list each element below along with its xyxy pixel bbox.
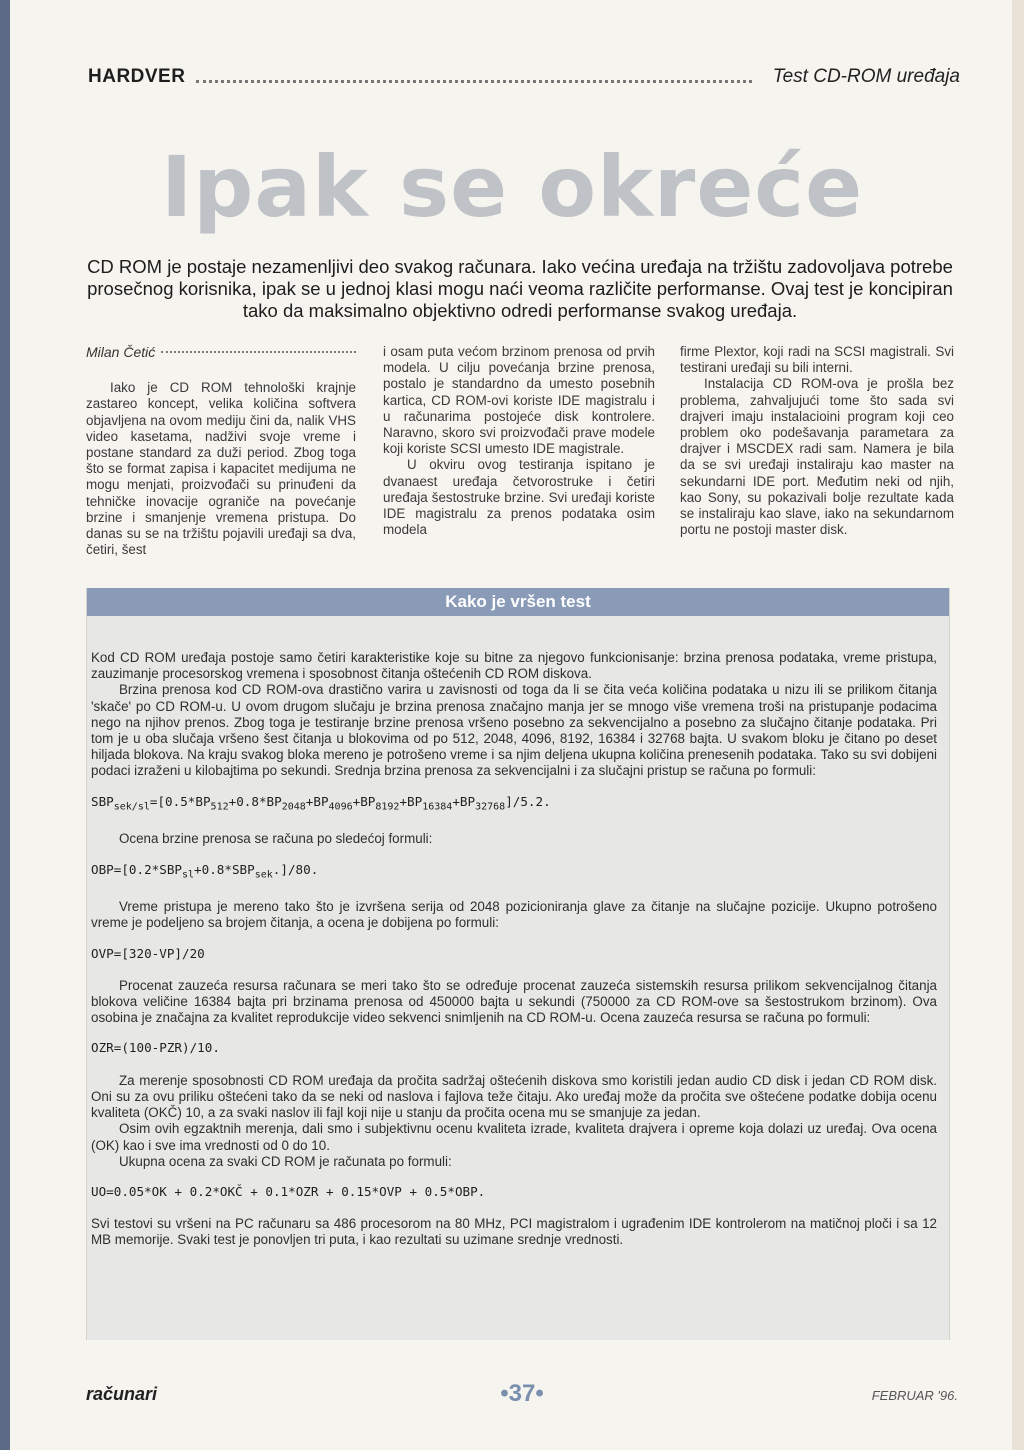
header-dotted-leader [196,80,752,83]
paragraph: Osim ovih egzaktnih merenja, dali smo i subjektivnu ocenu kvaliteta izrade, kvaliteta drajvera i opreme koja dolazi uz uređaj. Ova ocena (OK) kao i sve ima vrednosti od 0 do 10. [91,1121,937,1153]
byline-dotted-leader [161,351,356,353]
paragraph: Iako je CD ROM tehnološki krajnje zastareo koncept, velika količina softvera objavljena na ovom mediju čini da, nalik VHS video kasetama, nadživi svoje vreme i postane standard za duži period. Zbog toga što se format zapisa i kapacitet medijuma ne mogu menjati, proizvođači su prinuđeni da tehničke inovacije ograniče na povećanje brzine i smanjenje vremena pristupa. Do danas su se na tržištu pojavili uređaji sa dva, četiri, šest [86,380,356,558]
paragraph: i osam puta većom brzinom prenosa od prvih modela. U cilju povećanja brzine prenosa, postalo je standardno da umesto posebnih kartica, CD ROM-ovi koriste IDE magistralu i u računarima postojeće disk kontrolere. Naravno, skoro svi proizvođači prave modele koji koriste SCSI umesto IDE magistrale. [383,344,655,457]
paragraph: Vreme pristupa je mereno tako što je izvršena serija od 2048 pozicioniranja glave za čitanje na slučajne pozicije. Ukupno potrošeno vreme je podeljeno sa brojem čitanja, a ocena je dobijena po formuli: [91,899,937,931]
paragraph: Brzina prenosa kod CD ROM-ova drastično varira u zavisnosti od toga da li se čita veća količina podataka u nizu ili se prilikom čitanja 'skače' po CD ROM-u. U ovom drugom slučaju je brzina prenosa značajno manja jer se mnogo više vremena troši na pristupanje podacima nego na njihov prenos. Zbog toga je testiranje brzine prenosa vršeno posebno za sekvencijalno a posebno za slučajno čitanje podataka. Pri tom je u oba slučaja vršeno šest čitanja u blokovima od po 512, 2048, 4096, 8192, 16384 i 32768 bajta. U svakom bloku je čitano po deset hiljada blokova. Na kraju svakog bloka mereno je potrošeno vreme i sa njim deljena ukupna količina prenesenih podataka. Tako su svi dobijeni podaci izraženi u kilobajtima po sekundi. Srednja brzina prenosa za sekvencijalni i za slučajni pristup se računa po formuli: [91,682,937,779]
author-byline [86,344,356,360]
formula-obp: $OBP=[0.2*SBP_{sl}+0.8*SBP_{sek}.]/80$. [91,861,319,881]
box-title: Kako je vršen test [87,588,949,616]
author-name: Milan Četić [86,344,156,360]
paragraph: Instalacija CD ROM-ova je prošla bez problema, zahvaljujući tome što sada svi drajveri imaju instalacioini program koji ceo problem oko podešavanja parametara za drajver i MSCDEX radi sam. Namera je bila da se svi uređaji instaliraju kao master na sekundarni IDE port. Međutim neki od njih, kao Sony, su pokazivali bolje rezultate kada se instaliraju kao slave, iako na sekundarnom portu ne postoji master disk. [680,376,954,538]
sidebar-box-test-method [86,588,950,1340]
text-column-1 [86,344,356,558]
paragraph: Svi testovi su vršeni na PC računaru sa 486 procesorom na 80 MHz, PCI magistralom i ugrađenim IDE kontrolerom na matičnoj ploči i sa 12 MB memorije. Svaki test je ponovljen tri puta, i kao rezultati su uzimane srednje vrednosti. [91,1216,937,1248]
paragraph: Ukupna ocena za svaki CD ROM je računata po formuli: [119,1153,452,1169]
paragraph: firme Plextor, koji radi na SCSI magistrali. Svi testirani uređaji su bili interni. [680,344,954,376]
formula-ovp: OVP=[320-VP]/20 [91,945,205,961]
text-column-3 [680,344,954,538]
formula-uo: UO=0.05*OK + 0.2*OKČ + 0.1*OZR + 0.15*OVP + 0.5*OBP. [91,1183,486,1199]
paragraph: Kod CD ROM uređaja postoje samo četiri karakteristike koje su bitne za njegovo funkcionisanje: brzina prenosa podataka, vreme pristupa, zauzimanje procesorskog vremena i sposobnost čitanja oštećenih CD ROM diskova. [91,650,937,682]
issue-date: FEBRUAR '96. [871,1388,958,1403]
page-footer [86,1380,958,1414]
formula-sbp: $SBP_{sek/sl}=[0.5*BP_{512}+0.8*BP_{2048}+BP_{4096}+BP_{8192}+BP_{16384}+BP_{32768}]/5.2$. [91,793,551,813]
box-body [91,650,937,1249]
paragraph: U okviru ovog testiranja ispitano je dvanaest uređaja četvorostruke i četiri uređaja šestostruke brzine. Svi uređaji koriste IDE magistralu za prenos podataka osim modela [383,457,655,538]
article-title: Ipak se okreće [160,138,864,236]
topic-label: Test CD-ROM uređaja [772,66,960,87]
text-column-2 [383,344,655,538]
paragraph: Ocena brzine prenosa se računa po sledećoj formuli: [119,831,433,847]
paragraph: Za merenje sposobnosti CD ROM uređaja da pročita sadržaj oštećenih diskova smo koristili jedan audio CD disk i jedan CD ROM disk. Oni su za ovu priliku oštećeni tako da se neki od naslova i fajlova teže čitaju. Ako uređaj može da pročita sve oštećene podatke dobija ocenu kvaliteta (OKČ) 10, a za svaki naslov ili fajl koji nije u stanju da pročita ocena mu se smanjuje za jedan. [91,1072,937,1121]
magazine-name: računari [86,1384,158,1404]
running-header [88,66,960,92]
article-lead: CD ROM je postaje nezamenljivi deo svakog računara. Iako većina uređaja na tržištu zadovoljava potrebe prosečnog korisnika, ipak se u jednoj klasi mogu naći veoma različite performanse. Ovaj test je koncipiran tako da maksimalno objektivno odredi performanse svakog uređaja. [87,256,953,321]
paragraph: Procenat zauzeća resursa računara se meri tako što se određuje procenat zauzeća sistemskih resursa prilikom sekvencijalnog čitanja blokova veličine 16384 bajta pri brzinama prenosa od 450000 bajta u sekundi (750000 za CD ROM-ove sa šestostrukom brzinom). Ova osobina je značajna za kvalitet reprodukcije video sekvenci snimljenih na CD ROM-u. Ocena zauzeća resursa se računa po formuli: [91,977,937,1026]
formula-ozr: OZR=(100-PZR)/10. [91,1040,220,1056]
page-number: •37• [500,1380,544,1407]
section-label: HARDVER [88,66,186,87]
